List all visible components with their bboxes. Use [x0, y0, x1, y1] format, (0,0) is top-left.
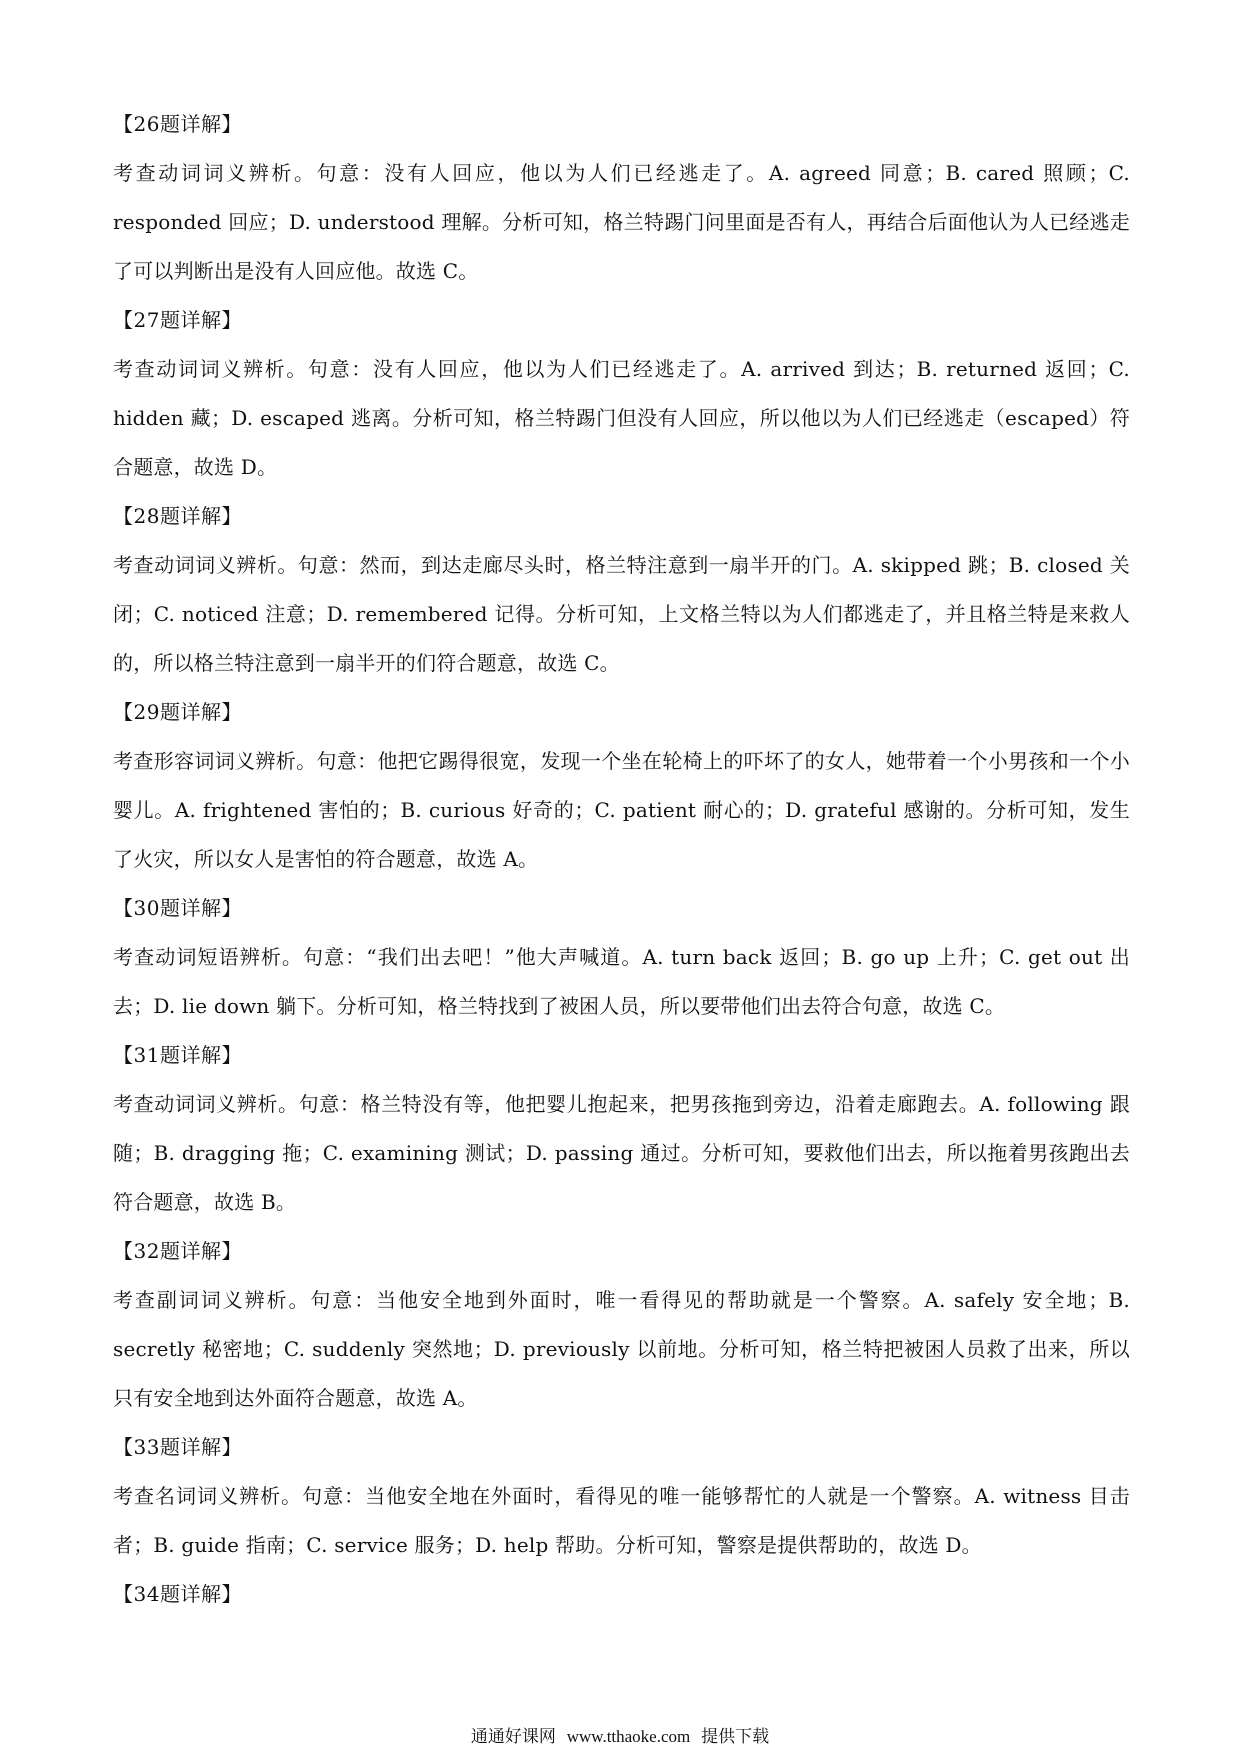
explanation-28	[113, 492, 1130, 688]
section-body: 考查形容词词义辨析。句意：他把它踢得很宽，发现一个坐在轮椅上的吓坏了的女人，她带着一个小男孩和一个小婴儿。A. frightened 害怕的；B. curious 好奇的；C. patient 耐心的；D. grateful 感谢的。分析可知，发生了火灾，所以女人是害怕的符合题意，故选 A。	[113, 749, 1130, 871]
section-body: 考查名词词义辨析。句意：当他安全地在外面时，看得见的唯一能够帮忙的人就是一个警察。A. witness 目击者；B. guide 指南；C. service 服务；D. help 帮助。分析可知，警察是提供帮助的，故选 D。	[113, 1484, 1130, 1557]
page-footer	[0, 1726, 1240, 1748]
section-body: 考查动词短语辨析。句意：“我们出去吧！”他大声喊道。A. turn back 返回；B. go up 上升；C. get out 出去；D. lie down 躺下。分析可知，格兰特找到了被困人员，所以要带他们出去符合句意，故选 C。	[113, 945, 1130, 1018]
section-heading: 【26题详解】	[113, 112, 242, 136]
section-body: 考查副词词义辨析。句意：当他安全地到外面时，唯一看得见的帮助就是一个警察。A. safely 安全地；B. secretly 秘密地；C. suddenly 突然地；D. previously 以前地。分析可知，格兰特把被困人员救了出来，所以只有安全地到达外面符合题意，故选 A。	[113, 1288, 1130, 1410]
explanation-31	[113, 1031, 1130, 1227]
section-heading: 【32题详解】	[113, 1239, 242, 1263]
explanation-29	[113, 688, 1130, 884]
explanation-34	[113, 1570, 1130, 1619]
explanation-27	[113, 296, 1130, 492]
section-heading: 【30题详解】	[113, 896, 242, 920]
section-heading: 【34题详解】	[113, 1582, 242, 1606]
section-body: 考查动词词义辨析。句意：然而，到达走廊尽头时，格兰特注意到一扇半开的门。A. skipped 跳；B. closed 关闭；C. noticed 注意；D. remembered 记得。分析可知，上文格兰特以为人们都逃走了，并且格兰特是来救人的，所以格兰特注意到一扇半开的们符合题意，故选 C。	[113, 553, 1130, 675]
footer-download-text: 提供下载	[701, 1727, 770, 1747]
footer-provider-name: 通通好课网	[470, 1727, 556, 1747]
section-heading: 【27题详解】	[113, 308, 242, 332]
explanation-33	[113, 1423, 1130, 1570]
section-body: 考查动词词义辨析。句意：格兰特没有等，他把婴儿抱起来，把男孩拖到旁边，沿着走廊跑去。A. following 跟随；B. dragging 拖；C. examining 测试；D. passing 通过。分析可知，要救他们出去，所以拖着男孩跑出去符合题意，故选 B。	[113, 1092, 1130, 1214]
section-heading: 【33题详解】	[113, 1435, 242, 1459]
footer-website-link[interactable]: www.tthaoke.com	[566, 1727, 691, 1746]
section-body: 考查动词词义辨析。句意：没有人回应，他以为人们已经逃走了。A. arrived 到达；B. returned 返回；C. hidden 藏；D. escaped 逃离。分析可知，格兰特踢门但没有人回应，所以他以为人们已经逃走（escaped）符合题意，故选 D。	[113, 357, 1130, 479]
section-body: 考查动词词义辨析。句意：没有人回应，他以为人们已经逃走了。A. agreed 同意；B. cared 照顾；C. responded 回应；D. understood 理解。分析可知，格兰特踢门问里面是否有人，再结合后面他认为人已经逃走了可以判断出是没有人回应他。故选 C。	[113, 161, 1130, 283]
section-heading: 【29题详解】	[113, 700, 242, 724]
section-heading: 【28题详解】	[113, 504, 242, 528]
explanation-30	[113, 884, 1130, 1031]
section-heading: 【31题详解】	[113, 1043, 242, 1067]
answer-explanations	[113, 100, 1130, 1619]
explanation-26	[113, 100, 1130, 296]
explanation-32	[113, 1227, 1130, 1423]
